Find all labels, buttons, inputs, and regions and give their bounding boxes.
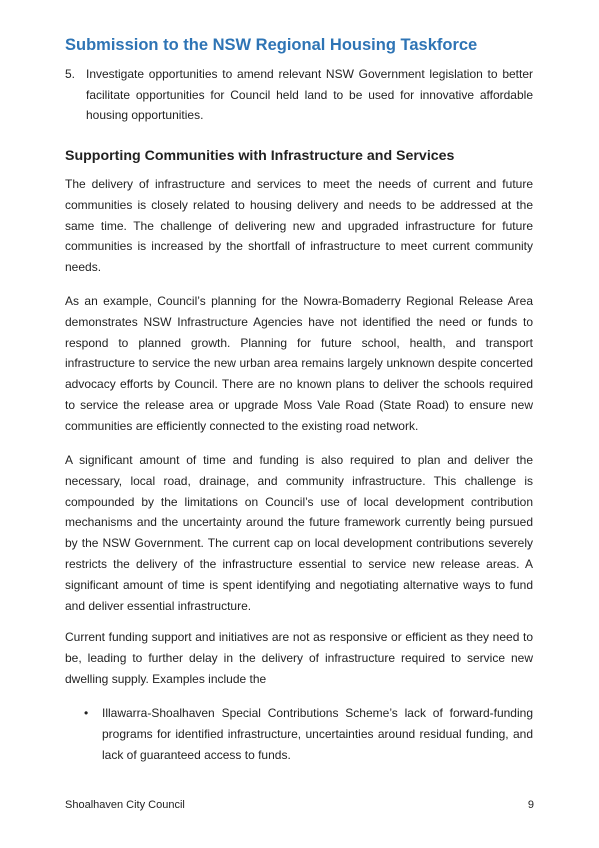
bullet-icon: • — [84, 706, 89, 720]
bullet-list-item — [65, 703, 533, 765]
footer-organization: Shoalhaven City Council — [65, 799, 185, 811]
page-title: Submission to the NSW Regional Housing Taskforce — [65, 36, 478, 54]
bullet-text: Illawarra-Shoalhaven Special Contributions Scheme’s lack of forward-funding programs for identified infrastructure, uncertainties around residual funding, and lack of guaranteed access to funds. — [102, 706, 533, 762]
body-paragraph: As an example, Council’s planning for the Nowra-Bomaderry Regional Release Area demonstrates NSW Infrastructure Agencies have not identified the need or funds to respond to planned growth. Planning for future school, health, and transport infrastructure to service the new urban area remains largely unknown despite concerted advocacy efforts by Council. There are no known plans to deliver the schools required to service the release area or upgrade Moss Vale Road (State Road) to ensure new communities are efficiently connected to the existing road network. — [65, 294, 533, 433]
body-paragraph: Current funding support and initiatives are not as responsive or efficient as they need to be, leading to further delay in the delivery of infrastructure required to service new dwelling supply. Examples include the — [65, 630, 533, 686]
body-paragraph: A significant amount of time and funding is also required to plan and deliver the necessary, local road, drainage, and community infrastructure. This challenge is compounded by the limitations on Council’s use of local development contribution mechanisms and the uncertainty around the future framework currently being pursued by the NSW Government. The current cap on local development contributions severely restricts the delivery of the infrastructure essential to service new release areas. A significant amount of time is spent identifying and negotiating alternative ways to fund and deliver essential infrastructure. — [65, 453, 533, 613]
body-paragraph: The delivery of infrastructure and services to meet the needs of current and future communities is closely related to housing delivery and needs to be addressed at the same time. The challenge of delivering new and upgraded infrastructure for future communities is increased by the shortfall of infrastructure to meet current community needs. — [65, 177, 533, 275]
numbered-list-item — [65, 64, 533, 126]
list-item-number: 5. — [65, 67, 76, 81]
list-item-text: Investigate opportunities to amend relevant NSW Government legislation to better facilitate opportunities for Council held land to be used for innovative affordable housing opportunities. — [86, 67, 533, 123]
footer-page-number: 9 — [527, 799, 534, 811]
section-heading: Supporting Communities with Infrastructure and Services — [65, 148, 455, 164]
